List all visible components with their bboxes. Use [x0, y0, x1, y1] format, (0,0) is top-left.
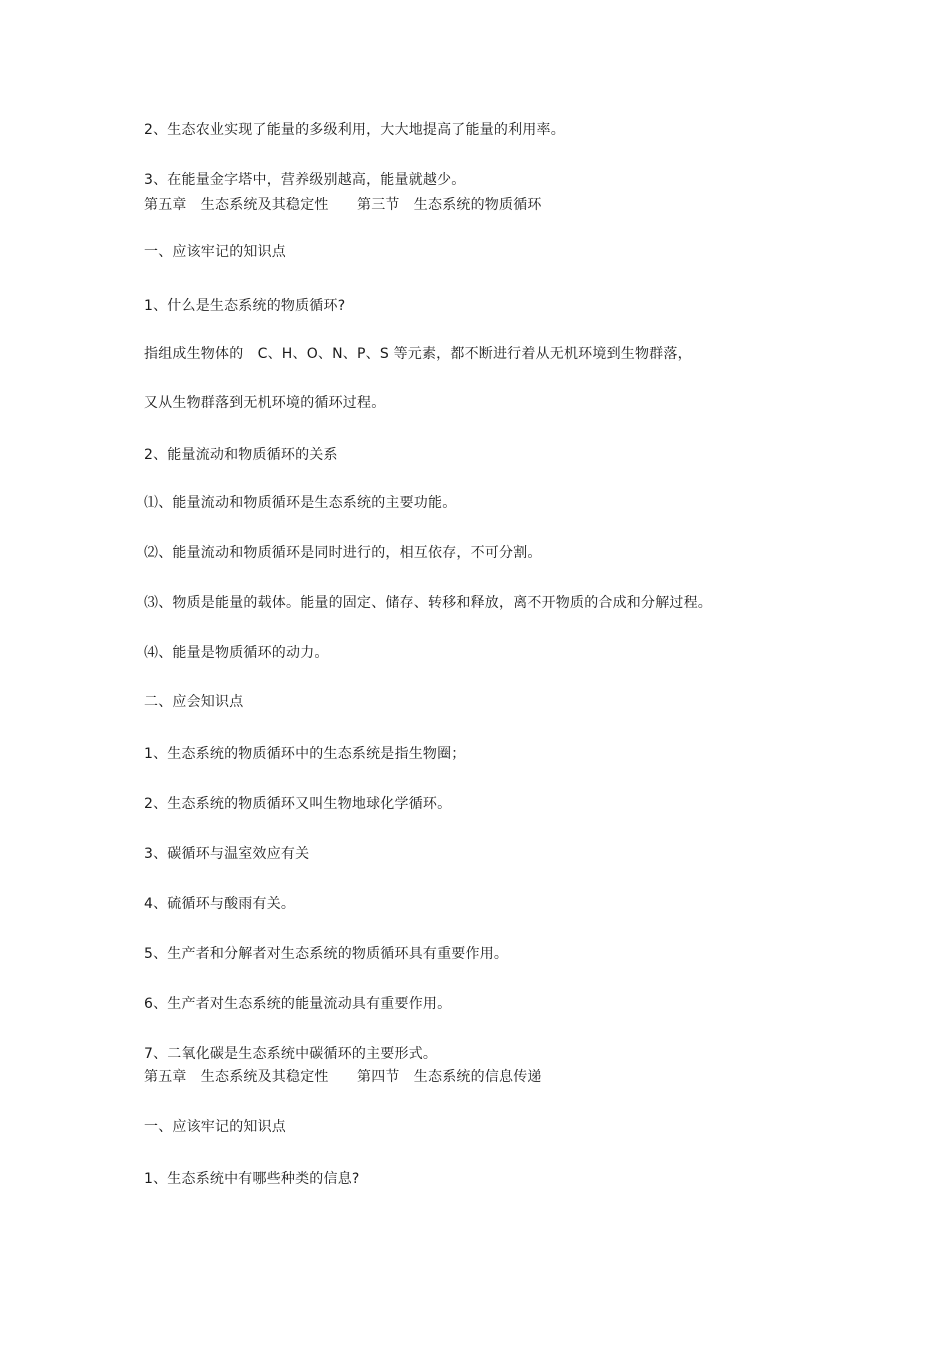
list-item: 6、生产者对生态系统的能量流动具有重要作用。	[144, 996, 452, 1012]
text-line: 又从生物群落到无机环境的循环过程。	[144, 395, 386, 411]
list-item: 2、生态系统的物质循环又叫生物地球化学循环。	[144, 796, 452, 812]
text-line: ⑵、能量流动和物质循环是同时进行的，相互依存，不可分割。	[144, 545, 542, 561]
question-line: 1、生态系统中有哪些种类的信息?	[144, 1171, 360, 1187]
question-line: 2、能量流动和物质循环的关系	[144, 447, 338, 463]
section-heading: 第五章 生态系统及其稳定性 第四节 生态系统的信息传递	[144, 1069, 542, 1085]
text-line: ⑴、能量流动和物质循环是生态系统的主要功能。	[144, 495, 457, 511]
text-line: 2、生态农业实现了能量的多级利用，大大地提高了能量的利用率。	[144, 122, 565, 138]
subsection-heading: 二、应会知识点	[144, 694, 244, 710]
list-item: 5、生产者和分解者对生态系统的物质循环具有重要作用。	[144, 946, 509, 962]
text-line: ⑶、物质是能量的载体。能量的固定、储存、转移和释放，离不开物质的合成和分解过程。	[144, 595, 712, 611]
text-line: 3、在能量金字塔中，营养级别越高，能量就越少。	[144, 172, 466, 188]
list-item: 4、硫循环与酸雨有关。	[144, 896, 296, 912]
subsection-heading: 一、应该牢记的知识点	[144, 1119, 286, 1135]
question-line: 1、什么是生态系统的物质循环?	[144, 298, 346, 314]
section-heading: 第五章 生态系统及其稳定性 第三节 生态系统的物质循环	[144, 197, 542, 213]
subsection-heading: 一、应该牢记的知识点	[144, 244, 286, 260]
text-line: 指组成生物体的 C、H、O、N、P、S 等元素，都不断进行着从无机环境到生物群落，	[144, 346, 692, 362]
list-item: 1、生态系统的物质循环中的生态系统是指生物圈；	[144, 746, 466, 762]
list-item: 3、碳循环与温室效应有关	[144, 846, 310, 862]
text-line: ⑷、能量是物质循环的动力。	[144, 645, 329, 661]
list-item: 7、二氧化碳是生态系统中碳循环的主要形式。	[144, 1046, 438, 1062]
